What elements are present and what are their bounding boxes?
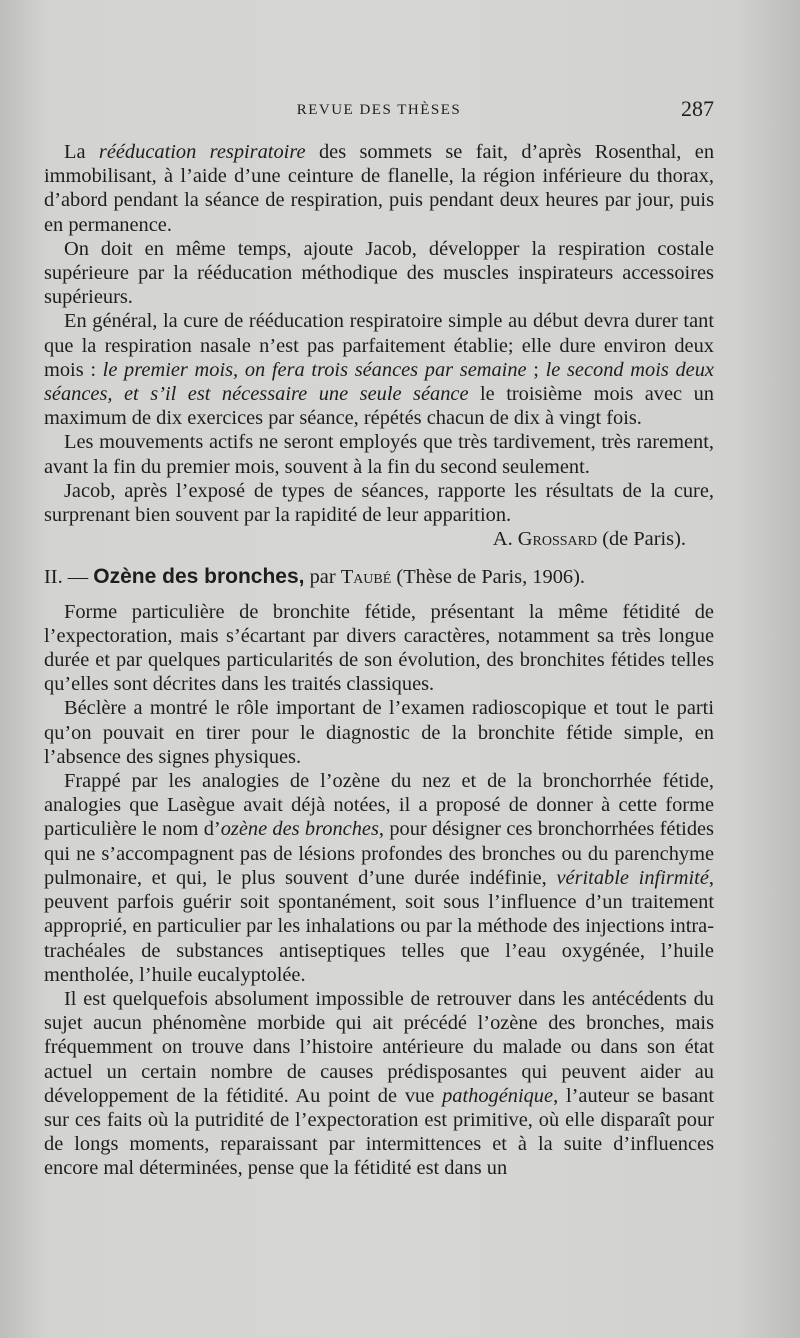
paragraph: Les mouvements actifs ne seront employés que très tardivement, très rarement, avant la fin du premier mois, souvent à la fin du second seulement. bbox=[44, 431, 714, 478]
paragraph: Béclère a montré le rôle important de l’examen radioscopique et tout le parti qu’on pouvait en tirer pour le diagnostic de la bronchite fétide simple, en l’absence des signes physiques. bbox=[44, 697, 714, 768]
author-signature: A. Grossard (de Paris). bbox=[492, 528, 686, 551]
paragraph: Il est quelquefois absolument impossible de retrouver dans les antécédents du sujet aucun phénomène morbide qui ait précédé l’ozène des bronches, mais fréquemment on trouve dans l’histoire antérieure du malade ou dans son état actuel un certain nombre de causes prédisposantes qui peuvent aider au développement de la fétidité. Au point de vue pathogénique, l’auteur se basant sur ces faits où la putridité de l’expectoration est primitive, où elle disparaît pour de longs moments, reparaissant par intermittences et à la suite d’influences encore mal déterminées, pense que la fétidité est dans un bbox=[44, 987, 714, 1180]
paragraph: La rééducation respiratoire des sommets se fait, d’après Rosenthal, en immobilisant, à l’aide d’une ceinture de flanelle, la région inférieure du thorax, d’abord pendant la séance de respiration, puis pendant deux heures par jour, puis en permanence. bbox=[44, 141, 715, 236]
paragraph: On doit en même temps, ajoute Jacob, développer la respiration costale supérieure par la rééducation méthodique des muscles inspirateurs accessoires supérieurs. bbox=[44, 237, 714, 309]
paragraph: Jacob, après l’exposé de types de séances, rapporte les résultats de la cure, surprenant bien souvent par la rapidité de leur apparition. bbox=[44, 479, 714, 527]
running-title: REVUE DES THÈSES bbox=[296, 102, 462, 118]
page-header bbox=[44, 96, 714, 126]
section-heading: II. — Ozène des bronches, par Taubé (Thèse de Paris, 1906). bbox=[44, 565, 585, 589]
page-number: 287 bbox=[681, 96, 714, 121]
body-text bbox=[44, 140, 714, 1181]
paragraph: Frappé par les analogies de l’ozène du nez et de la bronchorrhée fétide, analogies que Lasègue avait déjà notées, il a proposé de donner à cette forme particulière le nom d’ozène des bronches, pour désigner ces bronchorrhées fétides qui ne s’accompagnent pas de lésions profondes des bronches ou du parenchyme pulmonaire, et qui, le plus souvent d’une durée indéfinie, véritable infirmité, peuvent parfois guérir soit spontanément, soit sous l’influence d’un traitement approprié, en particulier par les inhalations ou par la méthode des injections intra-trachéales de substances antiseptiques telles que l’eau oxygénée, l’huile mentholée, l’huile eucalyptolée. bbox=[44, 770, 714, 986]
paragraph: Forme particulière de bronchite fétide, présentant la même fétidité de l’expectoration, mais s’écartant par divers caractères, notamment sa très longue durée et par quelques particularités de son évolution, des bronchites fétides telles qu’elles sont décrites dans les traités classiques. bbox=[44, 600, 714, 696]
paragraph: En général, la cure de rééducation respiratoire simple au début devra durer tant que la respiration nasale n’est pas parfaitement établie; elle dure environ deux mois : le premier mois, on fera trois séances par semaine ; le second mois deux séances, et s’il est nécessaire une seule séance le troisième mois avec un maximum de dix exercices par séance, répétés chacun de dix à vingt fois. bbox=[44, 310, 714, 430]
